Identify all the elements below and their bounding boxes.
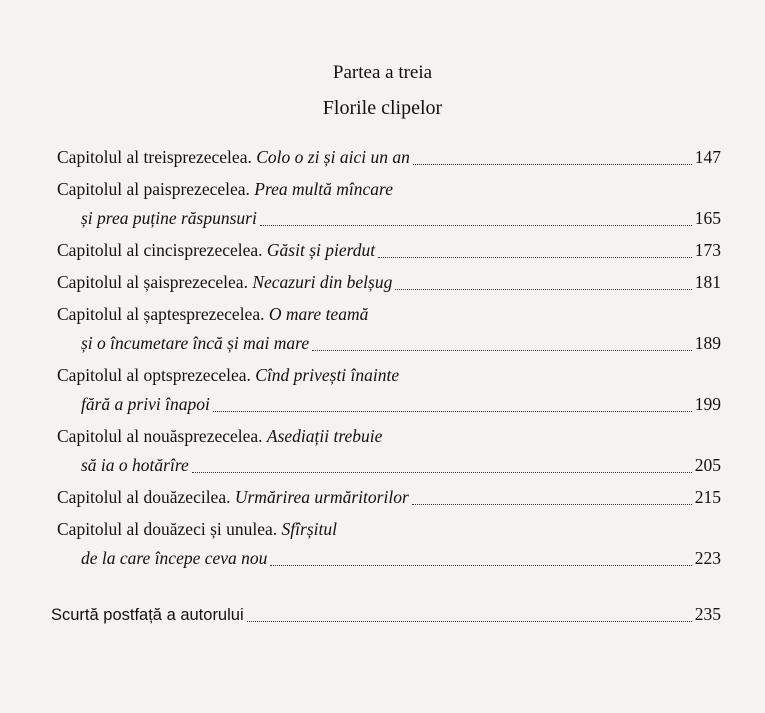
toc-entry — [57, 175, 721, 233]
chapter-title: Necazuri din belșug — [252, 272, 393, 292]
afterword-page-number: 235 — [694, 604, 721, 624]
chapter-number: Capitolul al douăzeci și unulea. — [57, 519, 278, 539]
dot-leader — [395, 288, 691, 290]
chapter-number: Capitolul al șaptesprezecelea. — [57, 304, 265, 324]
toc-entry — [57, 422, 721, 480]
chapter-title: O mare teamă — [268, 304, 369, 324]
part-label: Partea a treia — [332, 62, 433, 83]
page-number: 189 — [694, 333, 721, 353]
chapter-number: Capitolul al paisprezecelea. — [57, 179, 250, 199]
chapter-title: Găsit și pierdut — [266, 240, 376, 260]
afterword-entry — [51, 604, 721, 625]
page-number: 181 — [694, 272, 721, 292]
chapter-title: Prea multă mîncare — [254, 179, 393, 199]
chapter-title-continued: și o încumetare încă și mai mare — [81, 333, 310, 353]
toc-entry — [57, 300, 721, 358]
chapter-number: Capitolul al optsprezecelea. — [57, 365, 251, 385]
chapter-title-continued: să ia o hotărîre — [81, 455, 189, 475]
dot-leader — [213, 410, 692, 412]
chapter-title: Sfîrșitul — [281, 519, 337, 539]
chapter-number: Capitolul al cincisprezecelea. — [57, 240, 263, 260]
part-title: Florile clipelor — [322, 97, 443, 119]
page-number: 205 — [694, 455, 721, 475]
chapter-number: Capitolul al douăzecilea. — [57, 487, 231, 507]
page-number: 173 — [694, 240, 721, 260]
page-number: 199 — [694, 394, 721, 414]
chapter-title: Cînd privești înainte — [255, 365, 400, 385]
toc-entry — [57, 143, 721, 172]
chapter-number: Capitolul al nouăsprezecelea. — [57, 426, 263, 446]
page-number: 147 — [694, 147, 721, 167]
chapter-title-continued: și prea puține răspunsuri — [81, 208, 257, 228]
chapter-number: Capitolul al treisprezecelea. — [57, 147, 252, 167]
chapter-title: Asediații trebuie — [266, 426, 383, 446]
dot-leader — [247, 620, 692, 622]
dot-leader — [270, 564, 691, 566]
chapter-number: Capitolul al șaisprezecelea. — [57, 272, 248, 292]
chapter-title-continued: de la care începe ceva nou — [81, 548, 268, 568]
dot-leader — [412, 503, 692, 505]
toc-entry — [57, 361, 721, 419]
chapter-title: Urmărirea urmăritorilor — [234, 487, 409, 507]
dot-leader — [312, 349, 692, 351]
afterword-label: Scurtă postfață a autorului — [51, 606, 244, 624]
toc-entry — [57, 515, 721, 573]
dot-leader — [192, 471, 692, 473]
page-number: 215 — [694, 487, 721, 507]
chapter-title: Colo o zi și aici un an — [256, 147, 410, 167]
toc-entry — [57, 268, 721, 297]
toc-entry — [57, 483, 721, 512]
chapter-title-continued: fără a privi înapoi — [81, 394, 210, 414]
page-number: 165 — [694, 208, 721, 228]
dot-leader — [378, 256, 692, 258]
dot-leader — [413, 163, 692, 165]
table-of-contents — [57, 143, 721, 573]
page-number: 223 — [694, 548, 721, 568]
toc-entry — [57, 236, 721, 265]
dot-leader — [260, 224, 692, 226]
